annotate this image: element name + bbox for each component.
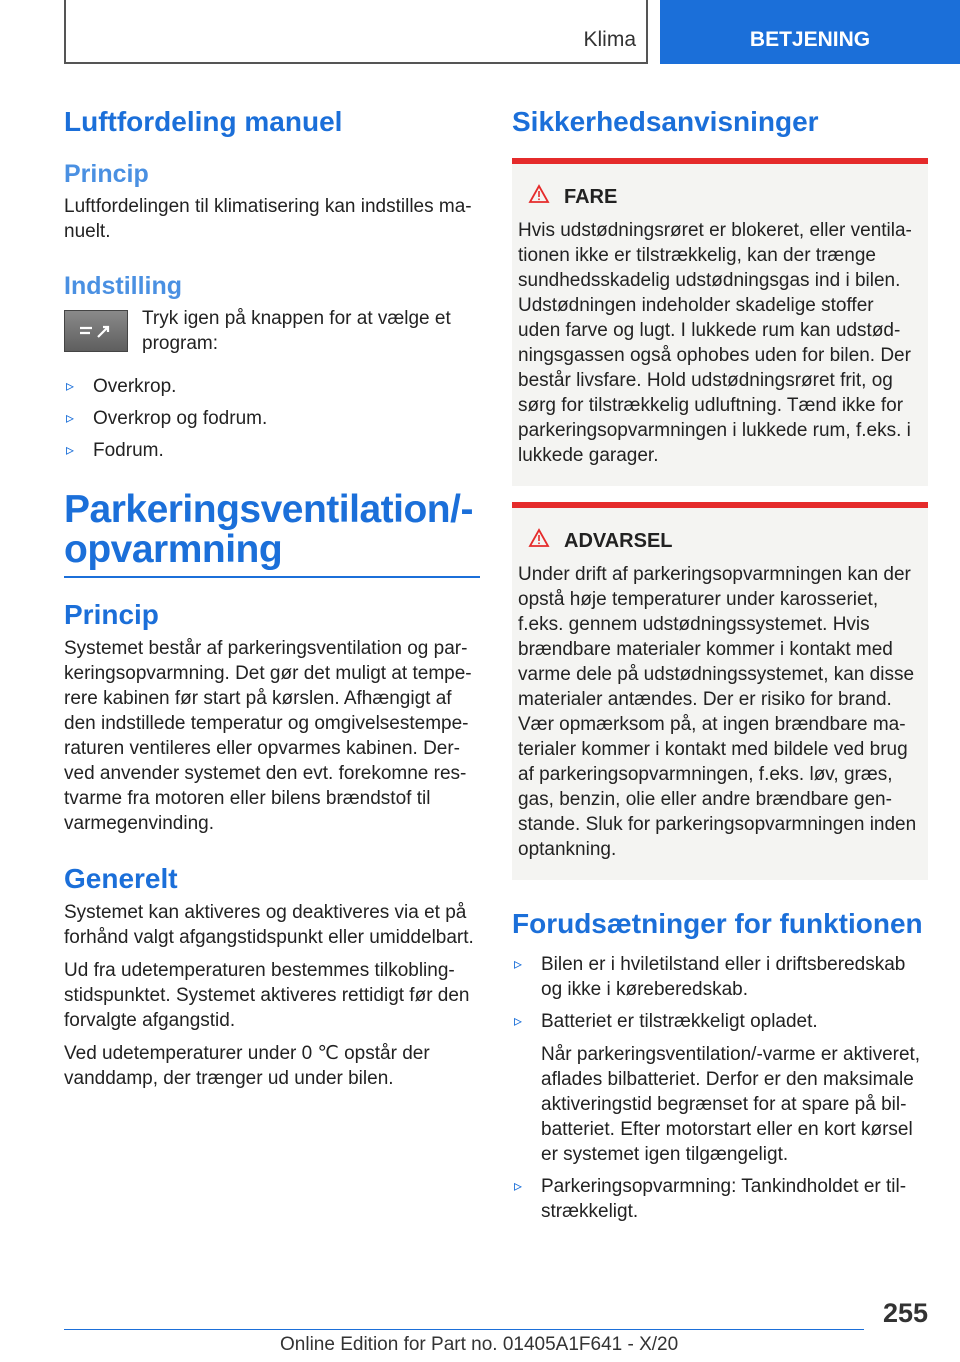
chapter-tab[interactable]: BETJENING — [660, 0, 960, 64]
heading-indstilling: Indstilling — [64, 272, 183, 300]
list-item: ▹ Parkeringsopvarmning: Tankindholdet er til-strækkeligt. — [514, 1176, 907, 1222]
heading-sikkerhed: Sikkerhedsanvisninger — [512, 106, 819, 137]
danger-text: Hvis udstødningsrøret er blokeret, eller ventila-tionen ikke er tilstrækkelig, kan der trænge sundhedsskadelig udstødningsgas ind i bilen. Udstødningen indeholder skadelige stoffer uden farve og lugt. I lukkede rum kan udstød-ningsgassen også ophobes uden for bilen. Der består livsfare. Hold udstødningsrøret frit, og sørg for tilstrækkelig udluftning. Tænd ikke for parkeringsopvarmningen i lukkede rum, f.eks. i lukkede garager. — [518, 220, 912, 466]
chapter-title: Parkeringsventilation/- opvarmning — [64, 488, 473, 571]
warning-triangle-icon — [528, 184, 550, 210]
list-item: ▹ Fodrum. — [66, 440, 164, 461]
heading-princip-2: Princip — [64, 599, 159, 630]
triangle-bullet-icon: ▹ — [66, 442, 75, 459]
right-column — [512, 96, 928, 1231]
princip-2-text: Systemet består af parkeringsventilation og par-keringsopvarmning. Det gør det muligt at tempe-rere kabinen før start på kørslen. Afhængigt af den indstillede temperatur og omgivelsestempe-raturen ventileres eller opvarmes kabinen. Der-ved anvender systemet den evt. forekomne res-tvarme fra motoren eller bilens brændstof til varmegenvinding. — [64, 638, 472, 834]
warning-triangle-icon — [528, 528, 550, 554]
generelt-p1: Systemet kan aktiveres og deaktiveres via et på forhånd valgt afgangstidspunkt eller umiddelbart. — [64, 902, 474, 948]
heading-luftfordeling: Luftfordeling manuel — [64, 106, 343, 137]
battery-note: Når parkeringsventilation/-varme er aktiveret, aflades bilbatteriet. Derfor er den maksimale aktiveringstid begrænset for at spare på bil-batteriet. Efter motorstart eller en kort kørsel er systemet igen tilgængeligt. — [541, 1044, 921, 1165]
warning-box — [512, 502, 928, 880]
prerequisites-list — [512, 952, 928, 1224]
indstilling-text: Tryk igen på knappen for at vælge et program: — [142, 308, 451, 354]
generelt-p3: Ved udetemperaturer under 0 ℃ opstår der vanddamp, der trænger ud under bilen. — [64, 1043, 430, 1089]
program-options-list — [64, 374, 480, 463]
header-frame — [64, 0, 648, 64]
list-item: ▹ Bilen er i hviletilstand eller i driftsberedskab og ikke i køreberedskab. — [514, 954, 906, 1000]
triangle-bullet-icon: ▹ — [66, 378, 75, 395]
list-item: ▹ Overkrop og fodrum. — [66, 408, 268, 429]
list-item: ▹ Overkrop. — [66, 376, 177, 397]
triangle-bullet-icon: ▹ — [514, 1013, 523, 1030]
indstilling-row — [64, 306, 480, 356]
list-item: ▹ Batteriet er tilstrækkeligt opladet. Når parkeringsventilation/-varme er aktiveret, aflades bilbatteriet. Derfor er den maksimale aktiveringstid begrænset for at spare på bil-batteriet. Efter motorstart eller en kort kørsel er systemet igen tilgængeligt. — [512, 1009, 928, 1167]
princip-1-text: Luftfordelingen til klimatisering kan indstilles ma-nuelt. — [64, 196, 472, 242]
heading-forudsaetninger: Forudsætninger for funktionen — [512, 908, 923, 939]
chapter-divider — [64, 576, 480, 578]
danger-title: FARE — [518, 184, 920, 210]
triangle-bullet-icon: ▹ — [514, 1178, 523, 1195]
triangle-bullet-icon: ▹ — [66, 410, 75, 427]
generelt-p2: Ud fra udetemperaturen bestemmes tilkobling-stidspunktet. Systemet aktiveres rettidigt før den forvalgte afgangstid. — [64, 960, 470, 1031]
danger-box — [512, 158, 928, 486]
page-number: 255 — [882, 1298, 928, 1328]
left-column — [64, 96, 480, 1099]
warning-title: ADVARSEL — [518, 528, 920, 554]
heading-generelt: Generelt — [64, 863, 178, 894]
edition-footer: Online Edition for Part no. 01405A1F641 - X/20 — [280, 1334, 679, 1355]
warning-text: Under drift af parkeringsopvarmningen kan der opstå høje temperaturer under karosseriet, f.eks. gennem udstødningssystemet. Hvis brændbare materialer kommer i kontakt med varme dele på udstødningssystemet, kan disse materialer antændes. Der er risiko for brand. Vær opmærksom på, at ingen brændbare ma-terialer kommer i kontakt med bildele ved brug af parkeringsopvarmningen, f.eks. løv, græs, gas, benzin, olie eller andre brændbare gen-stande. Sluk for parkeringsopvarmningen inden optankning. — [518, 564, 917, 860]
footer-divider — [64, 1329, 864, 1330]
heading-princip-1: Princip — [64, 160, 149, 188]
section-label: Klima — [583, 28, 636, 51]
triangle-bullet-icon: ▹ — [514, 956, 523, 973]
air-distribution-button-icon — [64, 310, 128, 352]
